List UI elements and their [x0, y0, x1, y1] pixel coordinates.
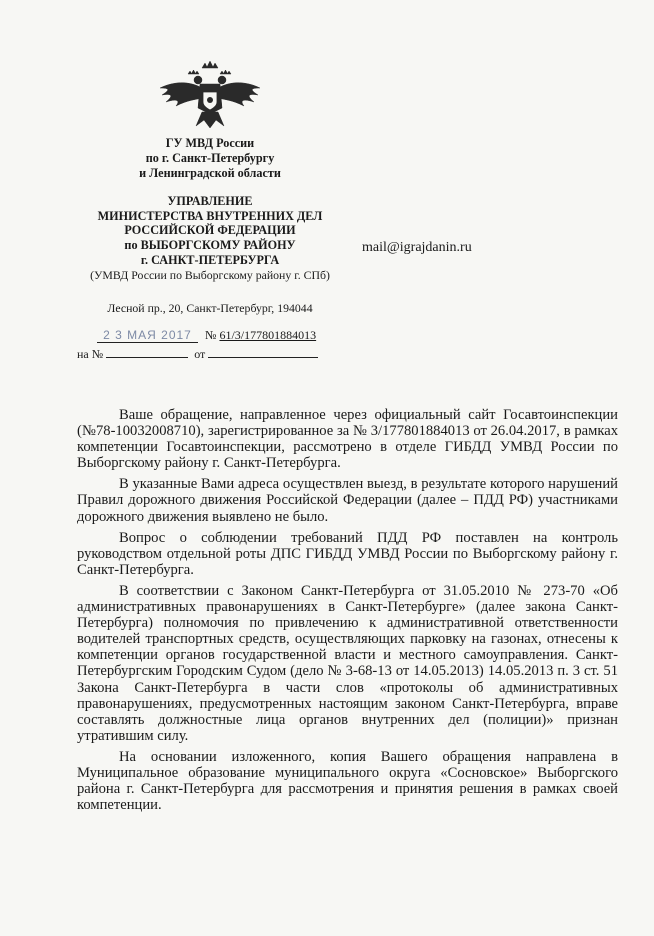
registration-number: 61/3/177801884013: [219, 328, 317, 342]
body-paragraph: Вопрос о соблюдении требований ПДД РФ поставлен на контроль руководством отдельной роты ДПС ГИБДД УМВД России по Выборгскому району г. Санкт-Петербурга.: [77, 529, 618, 578]
reply-reference-line: [77, 346, 318, 362]
number-prefix: №: [205, 328, 217, 342]
from-label: от: [194, 347, 206, 361]
date-stamp: 2 3 МАЯ 2017: [97, 328, 198, 343]
department-line: УПРАВЛЕНИЕ: [167, 194, 253, 208]
ministry-line: ГУ МВД России: [165, 136, 255, 150]
body-paragraph: В соответствии с Законом Санкт-Петербурга от 31.05.2010 № 273-70 «Об административных правонарушениях в Санкт-Петербурге» (далее закона Санкт-Петербурга) полномочия по привлечению к административной ответственности водителей транспортных средств, осуществляющих парковку на газонах, отнесены к компетенции органов государственной власти и местного самоуправления. Санкт-Петербургским Городским Судом (дело № 3-68-13 от 14.05.2013) 14.05.2013 п. 3 ст. 51 Закона Санкт-Петербурга в части слов «протоколы об административных правонарушениях, предусмотренных настоящим законом Санкт-Петербурга, вправе составлять должностные лица органов внутренних дел (полиции)» признан утратившим силу.: [77, 582, 618, 744]
ministry-line: и Ленинградской области: [139, 166, 281, 180]
reply-number-blank: [106, 346, 188, 358]
department-address: Лесной пр., 20, Санкт-Петербург, 194044: [107, 301, 313, 315]
department-header: [72, 194, 348, 268]
ministry-line: по г. Санкт-Петербургу: [145, 151, 275, 165]
body-paragraph: На основании изложенного, копия Вашего обращения направлена в Муниципальное образование муниципального округа «Сосновское» Выборгского района г. Санкт-Петербурга для рассмотрения и принятия решения в рамках своей компетенции.: [77, 748, 618, 814]
reply-to-label: на №: [77, 347, 104, 361]
recipient-email: mail@igrajdanin.ru: [362, 240, 472, 255]
body-paragraph: Ваше обращение, направленное через официальный сайт Госавтоинспекции (№78-10032008710), зарегистрированное за № 3/177801884013 от 26.04.2017, в рамках компетенции Госавтоинспекции, рассмотрено в отделе ГИБДД УМВД России по Выборгскому району г. Санкт-Петербурга.: [77, 407, 618, 472]
department-line: РОССИЙСКОЙ ФЕДЕРАЦИИ: [124, 223, 296, 238]
department-line: г. САНКТ-ПЕТЕРБУРГА: [140, 252, 280, 267]
department-abbreviation: (УМВД России по Выборгскому району г. СПб): [90, 268, 330, 282]
reply-date-blank: [208, 346, 318, 358]
department-line: по ВЫБОРГСКОМУ РАЙОНУ: [124, 238, 296, 253]
body-paragraph: В указанные Вами адреса осуществлен выезд, в результате которого нарушений Правил дорожного движения Российской Федерации (далее – ПДД РФ) участниками дорожного движения выявлено не было.: [77, 476, 618, 525]
mvd-emblem-icon: [158, 58, 262, 130]
registration-number-line: [205, 328, 316, 343]
department-line: МИНИСТЕРСТВА ВНУТРЕННИХ ДЕЛ: [97, 208, 323, 223]
ministry-header: [100, 136, 320, 181]
letter-body: [77, 407, 618, 813]
